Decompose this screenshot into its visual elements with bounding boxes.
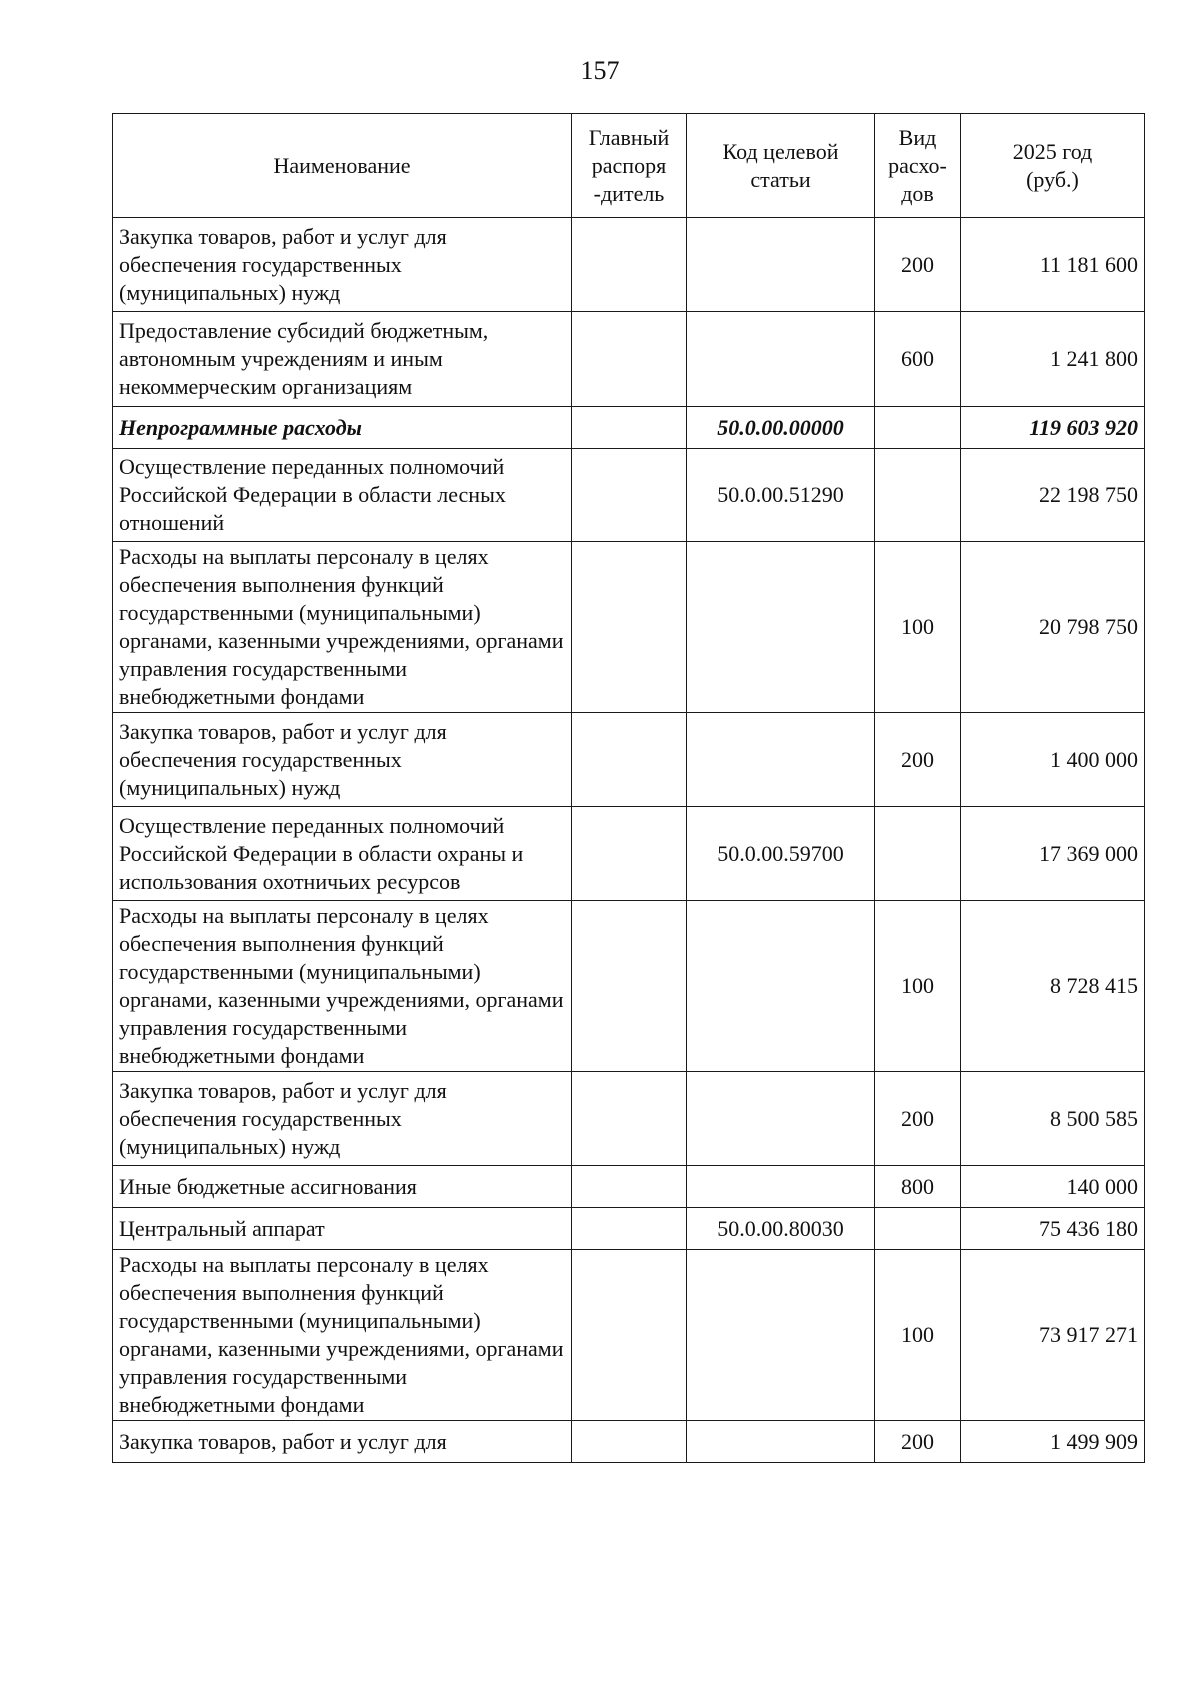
row-name-cell: Центральный аппарат <box>113 1208 572 1250</box>
header-expense-type-text: Вид расхо- дов <box>888 124 947 206</box>
row-code-cell <box>687 218 875 312</box>
row-expense-type-cell: 100 <box>875 1250 961 1421</box>
table-body <box>113 218 1145 1463</box>
row-amount-cell: 1 400 000 <box>961 713 1145 807</box>
row-ministry-cell <box>572 713 687 807</box>
row-code-cell <box>687 1166 875 1208</box>
row-ministry-cell <box>572 1250 687 1421</box>
row-name-cell: Осуществление переданных полномочий Российской Федерации в области охраны и использования охотничьих ресурсов <box>113 807 572 901</box>
header-name: Наименование <box>113 114 572 218</box>
row-expense-type-cell: 600 <box>875 312 961 407</box>
budget-table <box>112 113 1145 1463</box>
row-name-cell: Непрограммные расходы <box>113 407 572 449</box>
row-amount-cell: 20 798 750 <box>961 542 1145 713</box>
row-name-cell: Расходы на выплаты персоналу в целях обеспечения выполнения функций государственными (муниципальными) органами, казенными учреждениями, органами управления государственными внебюджетными фондами <box>113 901 572 1072</box>
row-name-cell: Закупка товаров, работ и услуг для обеспечения государственных (муниципальных) нужд <box>113 1072 572 1166</box>
header-expense-type <box>875 114 961 218</box>
row-expense-type-cell: 200 <box>875 713 961 807</box>
row-amount-cell: 17 369 000 <box>961 807 1145 901</box>
header-amount <box>961 114 1145 218</box>
row-name-cell: Закупка товаров, работ и услуг для <box>113 1421 572 1463</box>
row-name-cell: Иные бюджетные ассигнования <box>113 1166 572 1208</box>
row-expense-type-cell: 200 <box>875 1072 961 1166</box>
row-name-cell: Закупка товаров, работ и услуг для обеспечения государственных (муниципальных) нужд <box>113 218 572 312</box>
header-row <box>113 114 1145 218</box>
row-amount-cell: 75 436 180 <box>961 1208 1145 1250</box>
row-amount-cell: 1 499 909 <box>961 1421 1145 1463</box>
row-expense-type-cell <box>875 407 961 449</box>
row-ministry-cell <box>572 807 687 901</box>
row-amount-cell: 119 603 920 <box>961 407 1145 449</box>
row-code-cell: 50.0.00.00000 <box>687 407 875 449</box>
table-row <box>113 713 1145 807</box>
row-code-cell <box>687 1250 875 1421</box>
row-code-cell <box>687 1421 875 1463</box>
table-row <box>113 542 1145 713</box>
row-name-cell: Предоставление субсидий бюджетным, автономным учреждениям и иным некоммерческим организациям <box>113 312 572 407</box>
header-ministry-text: Главный распоря -дитель <box>588 124 670 206</box>
row-amount-cell: 8 728 415 <box>961 901 1145 1072</box>
row-code-cell <box>687 713 875 807</box>
header-code <box>687 114 875 218</box>
row-name-cell: Закупка товаров, работ и услуг для обеспечения государственных (муниципальных) нужд <box>113 713 572 807</box>
table-header <box>113 114 1145 218</box>
row-amount-cell: 8 500 585 <box>961 1072 1145 1166</box>
row-amount-cell: 22 198 750 <box>961 449 1145 542</box>
row-code-cell: 50.0.00.59700 <box>687 807 875 901</box>
row-ministry-cell <box>572 1072 687 1166</box>
row-ministry-cell <box>572 449 687 542</box>
table-row <box>113 407 1145 449</box>
row-ministry-cell <box>572 312 687 407</box>
row-name-cell: Осуществление переданных полномочий Российской Федерации в области лесных отношений <box>113 449 572 542</box>
table-row <box>113 312 1145 407</box>
row-ministry-cell <box>572 901 687 1072</box>
row-amount-cell: 1 241 800 <box>961 312 1145 407</box>
table-row <box>113 807 1145 901</box>
table-row <box>113 1208 1145 1250</box>
table-row <box>113 1250 1145 1421</box>
row-amount-cell: 73 917 271 <box>961 1250 1145 1421</box>
row-code-cell <box>687 901 875 1072</box>
row-expense-type-cell <box>875 807 961 901</box>
row-expense-type-cell <box>875 449 961 542</box>
row-code-cell <box>687 542 875 713</box>
row-amount-cell: 140 000 <box>961 1166 1145 1208</box>
header-code-text: Код целевой статьи <box>722 138 839 192</box>
table-row <box>113 449 1145 542</box>
row-expense-type-cell: 200 <box>875 218 961 312</box>
row-code-cell <box>687 1072 875 1166</box>
page-number: 157 <box>580 56 620 85</box>
table-row <box>113 218 1145 312</box>
row-expense-type-cell: 200 <box>875 1421 961 1463</box>
row-expense-type-cell: 100 <box>875 542 961 713</box>
row-expense-type-cell <box>875 1208 961 1250</box>
row-expense-type-cell: 800 <box>875 1166 961 1208</box>
row-code-cell: 50.0.00.80030 <box>687 1208 875 1250</box>
row-code-cell: 50.0.00.51290 <box>687 449 875 542</box>
row-amount-cell: 11 181 600 <box>961 218 1145 312</box>
row-ministry-cell <box>572 1208 687 1250</box>
table-row <box>113 1421 1145 1463</box>
table-row <box>113 1166 1145 1208</box>
row-expense-type-cell: 100 <box>875 901 961 1072</box>
row-ministry-cell <box>572 542 687 713</box>
row-ministry-cell <box>572 407 687 449</box>
table-row <box>113 901 1145 1072</box>
row-name-cell: Расходы на выплаты персоналу в целях обеспечения выполнения функций государственными (муниципальными) органами, казенными учреждениями, органами управления государственными внебюджетными фондами <box>113 542 572 713</box>
row-name-cell: Расходы на выплаты персоналу в целях обеспечения выполнения функций государственными (муниципальными) органами, казенными учреждениями, органами управления государственными внебюджетными фондами <box>113 1250 572 1421</box>
table-row <box>113 1072 1145 1166</box>
header-ministry <box>572 114 687 218</box>
header-amount-text: 2025 год (руб.) <box>1012 138 1093 192</box>
row-code-cell <box>687 312 875 407</box>
row-ministry-cell <box>572 1421 687 1463</box>
row-ministry-cell <box>572 1166 687 1208</box>
row-ministry-cell <box>572 218 687 312</box>
